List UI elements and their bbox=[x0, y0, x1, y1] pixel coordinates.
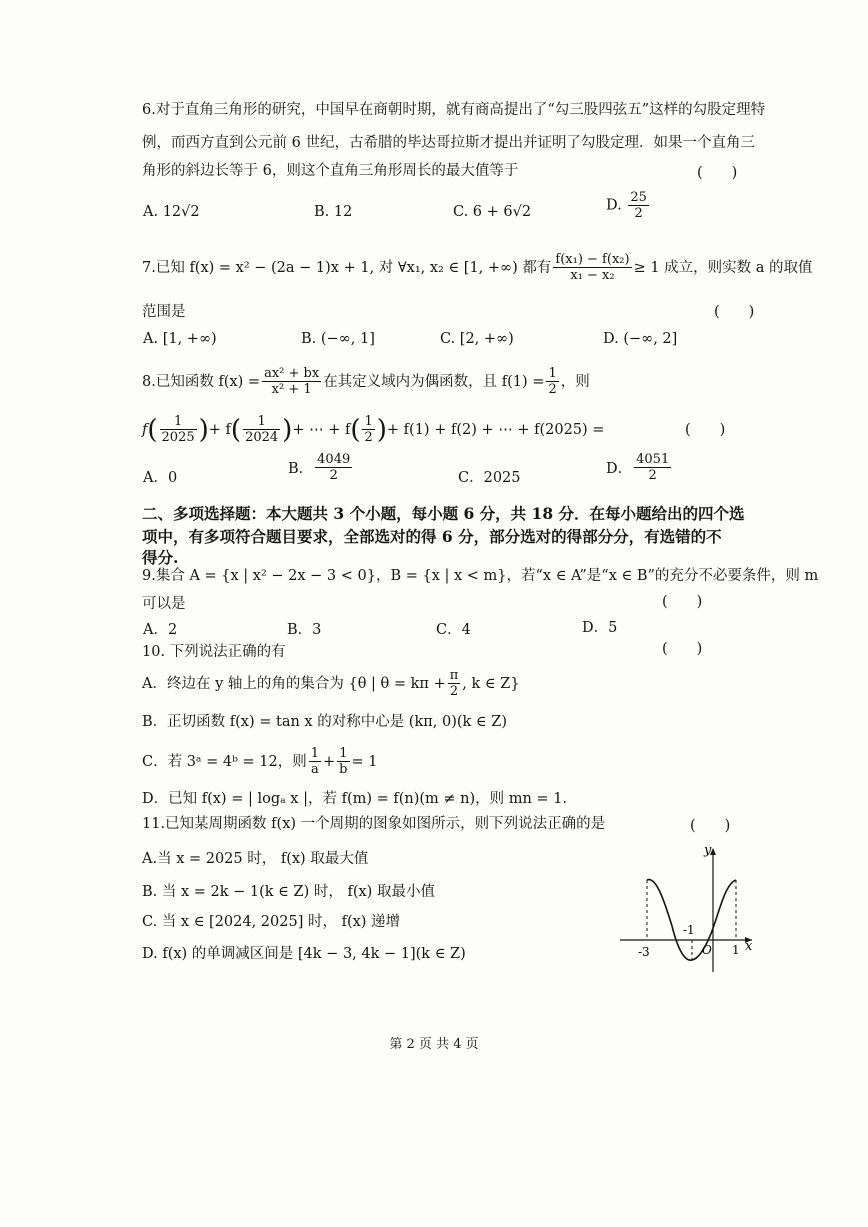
q10-option-c-d1: a bbox=[310, 762, 319, 777]
q11-stem: 11.已知某周期函数 f(x) 一个周期的图象如图所示，则下列说法正确的是 bbox=[142, 816, 606, 832]
q10-option-a-den: 2 bbox=[449, 684, 459, 699]
q8-option-b-label: B． bbox=[288, 461, 314, 477]
q8-option-a: A．0 bbox=[143, 470, 178, 486]
q10-option-c-d2: b bbox=[339, 762, 348, 777]
q10-stem: 10. 下列说法正确的有 bbox=[142, 644, 286, 660]
q7-pre: 7.已知 f(x) = x² − (2a − 1)x + 1, 对 ∀x₁, x₂ ∈ [1, +∞) 都有 bbox=[142, 259, 552, 276]
q11-function-graph bbox=[612, 838, 760, 978]
q8-answer-paren: ( ) bbox=[685, 422, 726, 438]
q10-option-c-plus: + bbox=[323, 753, 336, 770]
q11-option-d: D. f(x) 的单调减区间是 [4k − 3, 4k − 1](k ∈ Z) bbox=[142, 946, 466, 962]
q7-fraction bbox=[553, 252, 631, 283]
q10-option-c-frac-2 bbox=[337, 746, 349, 777]
q10-option-c-post: = 1 bbox=[351, 753, 378, 770]
q8-expr-paren-open: ( bbox=[147, 414, 158, 445]
q8-expr-a-num: 1 bbox=[160, 414, 197, 430]
tick-1: 1 bbox=[732, 943, 740, 957]
q6-option-d-num: 25 bbox=[630, 190, 647, 205]
q6-option-d-fraction bbox=[628, 190, 649, 221]
q10-option-c-n2: 1 bbox=[337, 746, 349, 762]
q8-expr-c-num: 1 bbox=[364, 414, 373, 429]
q8-option-d-label: D． bbox=[606, 461, 633, 477]
x-axis-label: x bbox=[745, 939, 753, 954]
q8-expr-tail: + f(1) + f(2) + ⋯ + f(2025) = bbox=[386, 421, 605, 438]
q7-line-2: 范围是 bbox=[142, 304, 186, 320]
q8-line-1 bbox=[142, 366, 590, 397]
q11-option-c: C. 当 x ∈ [2024, 2025] 时， f(x) 递增 bbox=[142, 914, 401, 930]
section-2-line-3: 得分. bbox=[142, 548, 179, 567]
q10-option-c bbox=[142, 746, 377, 777]
q10-option-a-post: , k ∈ Z} bbox=[462, 675, 520, 692]
q8-half-num: 1 bbox=[548, 366, 557, 381]
q8-expr-b-num: 1 bbox=[243, 414, 280, 430]
section-2-line-2: 项中，有多项符合题目要求，全部选对的得 6 分，部分选对的得部分分，有选错的不 bbox=[142, 527, 722, 546]
q8-option-d-num: 4051 bbox=[636, 452, 670, 467]
q8-option-b-den: 2 bbox=[329, 468, 338, 483]
q7-frac-den: x₁ − x₂ bbox=[570, 268, 615, 283]
q7-answer-paren: ( ) bbox=[714, 304, 755, 320]
q7-frac-num: f(x₁) − f(x₂) bbox=[555, 252, 630, 267]
q8-expr-a-den: 2025 bbox=[161, 430, 195, 445]
q6-line-3: 角形的斜边长等于 6，则这个直角三角形周长的最大值等于 bbox=[142, 163, 519, 179]
q8-option-d bbox=[606, 452, 673, 483]
q10-option-d: D．已知 f(x) = | logₐ x |，若 f(m) = f(n)(m ≠ n)，则 mn = 1. bbox=[142, 791, 568, 807]
q10-option-a bbox=[142, 668, 520, 699]
q8-expr-paren-close-3: ) bbox=[376, 414, 387, 445]
q9-option-b: B．3 bbox=[287, 622, 322, 638]
q8-option-c: C．2025 bbox=[458, 470, 521, 486]
q6-line-1: 6.对于直角三角形的研究，中国早在商朝时期，就有商高提出了“勾三股四弦五”这样的勾股定理特 bbox=[142, 102, 766, 118]
q7-option-a: A. [1, +∞) bbox=[143, 331, 217, 347]
q6-line-2: 例，而西方直到公元前 6 世纪，古希腊的毕达哥拉斯才提出并证明了勾股定理．如果一个直角三 bbox=[142, 135, 755, 151]
q7-line-1 bbox=[142, 252, 813, 283]
q8-expr-f: f bbox=[142, 421, 148, 438]
q8-post: 在其定义域内为偶函数，且 f(1) = bbox=[323, 373, 545, 390]
q8-option-b bbox=[288, 452, 354, 483]
q6-option-d bbox=[606, 190, 651, 221]
q10-option-a-num: π bbox=[449, 668, 459, 683]
q8-expression bbox=[142, 414, 604, 445]
q8-option-b-fraction bbox=[315, 452, 352, 483]
q10-option-a-fraction bbox=[448, 668, 461, 699]
q6-answer-paren: ( ) bbox=[697, 165, 738, 181]
q8-expr-frac-b bbox=[243, 414, 280, 445]
q7-post: ≥ 1 成立，则实数 a 的取值 bbox=[633, 259, 813, 276]
section-2-line-1: 二、多项选择题：本大题共 3 个小题，每小题 6 分，共 18 分．在每小题给出的四个选 bbox=[142, 504, 745, 523]
q8-expr-paren-open-3: ( bbox=[350, 414, 361, 445]
q9-answer-paren: ( ) bbox=[662, 594, 703, 610]
q8-expr-b-den: 2024 bbox=[245, 430, 279, 445]
q6-option-a: A. 12√2 bbox=[143, 204, 200, 220]
q9-line-2: 可以是 bbox=[142, 596, 186, 612]
y-axis-label: y bbox=[704, 843, 712, 858]
q6-option-d-den: 2 bbox=[634, 206, 643, 221]
q8-post2: ，则 bbox=[560, 373, 590, 390]
q8-expr-c-den: 2 bbox=[364, 430, 373, 445]
q7-option-d: D. (−∞, 2] bbox=[603, 331, 678, 347]
q8-pre: 8.已知函数 f(x) = bbox=[142, 373, 261, 390]
q10-option-c-pre: C．若 3ᵃ = 4ᵇ = 12，则 bbox=[142, 753, 307, 770]
q7-option-b: B. (−∞, 1] bbox=[301, 331, 375, 347]
q11-option-b: B. 当 x = 2k − 1(k ∈ Z) 时， f(x) 取最小值 bbox=[142, 884, 435, 900]
q6-option-c: C. 6 + 6√2 bbox=[453, 204, 532, 220]
tick-origin: O bbox=[702, 943, 712, 957]
q8-frac-num: ax² + bx bbox=[264, 366, 320, 381]
q9-option-c: C．4 bbox=[436, 622, 471, 638]
q8-half-fraction bbox=[546, 366, 558, 397]
page-footer: 第 2 页 共 4 页 bbox=[389, 1037, 479, 1052]
q8-expr-mid: + ⋯ + f bbox=[292, 421, 351, 438]
q6-option-d-label: D. bbox=[606, 197, 622, 214]
q10-option-b: B．正切函数 f(x) = tan x 的对称中心是 (kπ, 0)(k ∈ Z) bbox=[142, 714, 508, 730]
q8-option-d-fraction bbox=[634, 452, 671, 483]
q10-answer-paren: ( ) bbox=[662, 641, 703, 657]
q8-expr-frac-c bbox=[362, 414, 374, 445]
q8-option-d-den: 2 bbox=[648, 468, 657, 483]
q8-expr-paren-close: ) bbox=[198, 414, 209, 445]
q11-option-a: A.当 x = 2025 时， f(x) 取最大值 bbox=[142, 851, 369, 867]
q9-option-a: A．2 bbox=[143, 622, 178, 638]
q8-half-den: 2 bbox=[548, 382, 557, 397]
q8-fraction bbox=[262, 366, 321, 397]
q8-expr-paren-close-2: ) bbox=[282, 414, 293, 445]
q7-option-c: C. [2, +∞) bbox=[440, 331, 514, 347]
q10-option-c-frac-1 bbox=[309, 746, 321, 777]
q8-expr-frac-a bbox=[160, 414, 197, 445]
q9-line-1: 9.集合 A = {x | x² − 2x − 3 < 0}，B = {x | x < m}，若“x ∈ A”是“x ∈ B”的充分不必要条件，则 m bbox=[142, 568, 819, 584]
q8-expr-plus1: + f bbox=[208, 421, 231, 438]
q8-frac-den: x² + 1 bbox=[271, 382, 312, 397]
tick-neg1: -1 bbox=[683, 923, 695, 937]
q10-option-c-n1: 1 bbox=[310, 746, 320, 761]
q8-expr-paren-open-2: ( bbox=[230, 414, 242, 445]
tick-neg3: -3 bbox=[638, 945, 650, 959]
q10-option-a-pre: A．终边在 y 轴上的角的集合为 {θ | θ = kπ + bbox=[142, 675, 446, 692]
q9-option-d: D．5 bbox=[582, 620, 618, 636]
q6-option-b: B. 12 bbox=[314, 204, 353, 220]
q11-answer-paren: ( ) bbox=[690, 818, 731, 834]
q8-option-b-num: 4049 bbox=[317, 452, 351, 467]
